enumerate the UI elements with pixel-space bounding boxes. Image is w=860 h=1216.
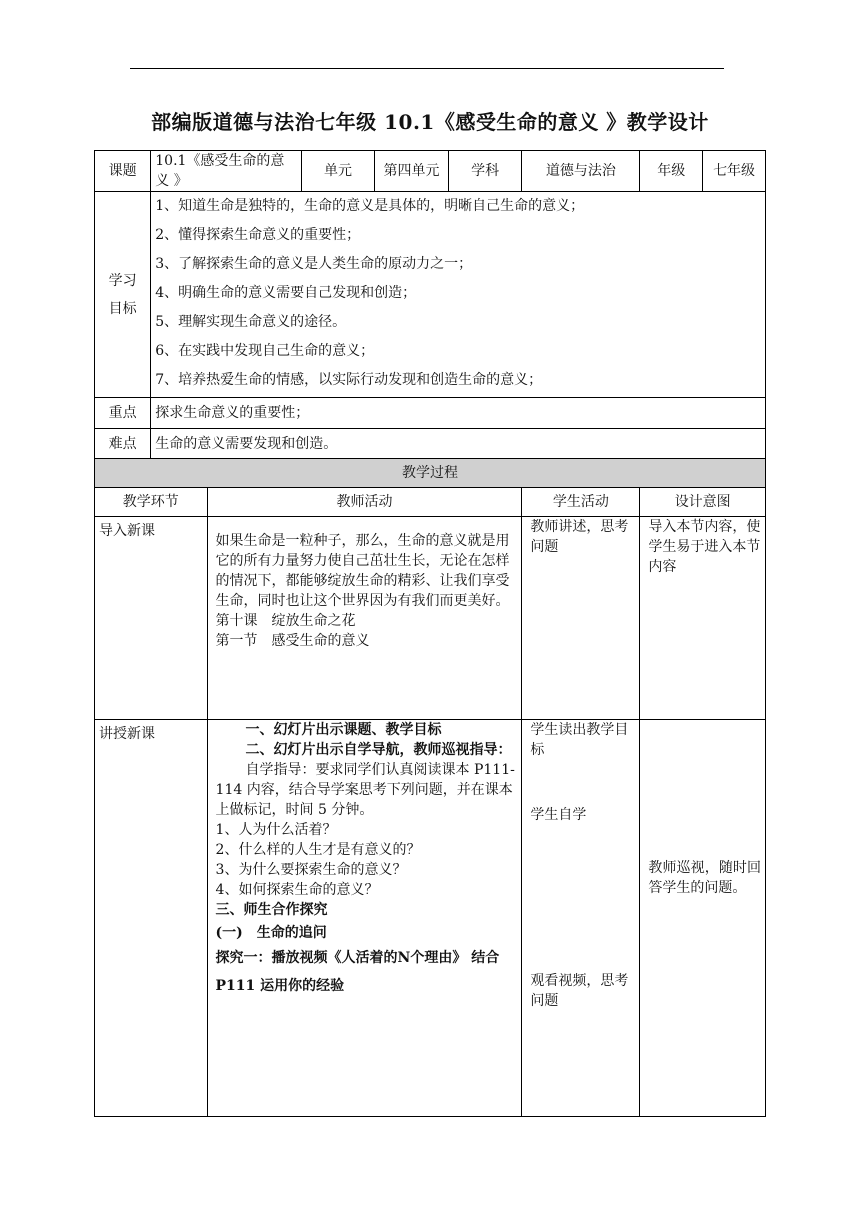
section-title: 第一节 感受生命的意义 <box>215 633 370 649</box>
difficulty-row <box>95 429 766 459</box>
topic-row <box>95 151 766 192</box>
student-step-3: 观看视频，思考问题 <box>530 973 629 1009</box>
intro-teacher <box>207 517 522 720</box>
goal-item: 3、了解探索生命的意义是人类生命的原动力之一； <box>155 256 473 272</box>
document-title: 部编版道德与法治七年级 10.1《感受生命的意义 》教学设计 <box>151 110 709 134</box>
col-intent: 设计意图 <box>640 488 766 517</box>
unit-value: 第四单元 <box>375 151 449 192</box>
subject-value: 道德与法治 <box>522 151 640 192</box>
goals-row <box>95 192 766 398</box>
goal-item: 5、理解实现生命意义的途径。 <box>155 314 347 330</box>
key-point-row <box>95 398 766 429</box>
intro-paragraph: 如果生命是一粒种子，那么，生命的意义就是用它的所有力量努力使自己茁壮生长，无论在怎样的情况下，都能够绽放生命的精彩、让我们享受生命，同时也让这个世界因为有我们而更美好。 <box>215 533 510 609</box>
goal-item: 6、在实践中发现自己生命的意义； <box>155 343 375 359</box>
difficulty-label: 难点 <box>95 429 151 459</box>
lesson-title: 第十课 绽放生命之花 <box>215 613 356 629</box>
difficulty-text: 生命的意义需要发现和创造。 <box>151 429 766 459</box>
goals-list <box>151 192 766 398</box>
new-stage: 讲授新课 <box>95 720 208 1117</box>
process-heading-row <box>95 459 766 488</box>
key-point-text: 探求生命意义的重要性； <box>151 398 766 429</box>
intro-intent: 导入本节内容，使学生易于进入本节内容 <box>640 517 766 720</box>
sub-heading-1: (一) 生命的追问 <box>215 925 327 941</box>
goal-item: 2、懂得探索生命意义的重要性； <box>155 227 361 243</box>
step-2: 二、幻灯片出示自学导航，教师巡视指导： <box>245 742 512 758</box>
step-1: 一、幻灯片出示课题、教学目标 <box>245 722 442 738</box>
question-1: 1、人为什么活着？ <box>215 822 337 838</box>
new-lesson-row <box>95 720 766 1117</box>
process-columns-row <box>95 488 766 517</box>
subject-label: 学科 <box>448 151 522 192</box>
student-step-2: 学生自学 <box>530 807 587 823</box>
topic-value: 10.1《感受生命的意义 》 <box>151 151 301 192</box>
col-stage: 教学环节 <box>95 488 208 517</box>
question-4: 4、如何探索生命的意义？ <box>215 882 379 898</box>
goal-item: 1、知道生命是独特的，生命的意义是具体的，明晰自己生命的意义； <box>155 198 585 214</box>
goal-item: 4、明确生命的意义需要自己发现和创造； <box>155 285 417 301</box>
col-student: 学生活动 <box>522 488 640 517</box>
new-teacher <box>207 720 522 1117</box>
new-intent: 教师巡视，随时回答学生的问题。 <box>640 720 766 1117</box>
intro-row <box>95 517 766 720</box>
process-heading: 教学过程 <box>95 459 766 488</box>
new-student <box>522 720 640 1117</box>
grade-value: 七年级 <box>703 151 766 192</box>
goal-item: 7、培养热爱生命的情感，以实际行动发现和创造生命的意义； <box>155 372 543 388</box>
student-step-1: 学生读出教学目标 <box>530 722 629 758</box>
intro-student: 教师讲述，思考问题 <box>522 517 640 720</box>
header-rule <box>130 68 724 69</box>
col-teacher: 教师活动 <box>207 488 522 517</box>
key-point-label: 重点 <box>95 398 151 429</box>
goals-label: 学习 目标 <box>95 192 151 398</box>
question-2: 2、什么样的人生才是有意义的？ <box>215 842 421 858</box>
self-study-guide: 自学指导：要求同学们认真阅读课本 P111-114 内容，结合导学案思考下列问题，并在课本上做标记，时间 5 分钟。 <box>215 762 515 818</box>
topic-label: 课题 <box>95 151 151 192</box>
unit-label: 单元 <box>301 151 375 192</box>
step-3: 三、师生合作探究 <box>215 902 328 918</box>
lesson-plan-table <box>94 150 766 1117</box>
question-3: 3、为什么要探索生命的意义？ <box>215 862 407 878</box>
explore-1: 探究一：播放视频《人活着的N个理由》 结合 P111 运用你的经验 <box>215 950 500 994</box>
grade-label: 年级 <box>640 151 703 192</box>
intro-stage: 导入新课 <box>95 517 208 720</box>
